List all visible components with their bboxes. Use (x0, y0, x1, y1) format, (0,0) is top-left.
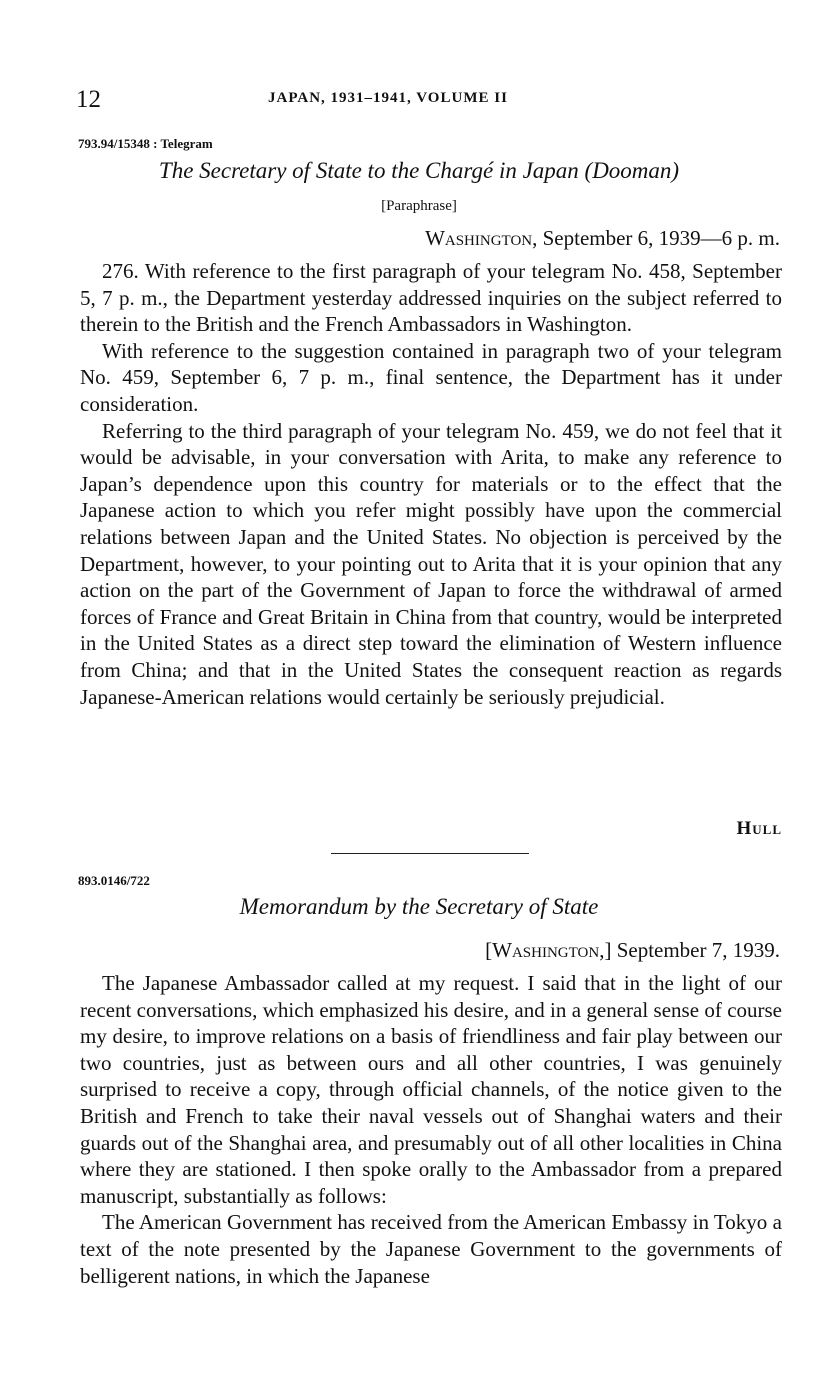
doc2-dateline (485, 938, 780, 963)
page-number: 12 (76, 86, 101, 113)
doc2-title: Memorandum by the Secretary of State (239, 894, 599, 919)
doc1-dateline-place: Washington (425, 226, 533, 250)
doc2-paragraph: The Japanese Ambassador called at my request. I said that in the light of our recent conversations, which emphasized his desire, and in a general sense of course my desire, to improve relations on a basis of friendliness and fair play between our two countries, just as between ours and all other countries, I was genuinely surprised to receive a copy, through official channels, of the notice given to the British and French to take their naval vessels out of Shanghai waters and their guards out of the Shanghai area, and presumably out of all other localities in China where they are stationed. I then spoke orally to the Ambassador from a prepared manuscript, substantially as follows: (80, 971, 782, 1208)
doc1-body (80, 258, 782, 710)
doc1-dateline-date: , September 6, 1939—6 p. m. (532, 226, 780, 250)
doc2-file-reference: 893.0146/722 (78, 873, 150, 888)
doc1-signature: Hull (736, 818, 782, 839)
doc2-dateline-date: ,] September 7, 1939. (599, 938, 780, 962)
doc2-body (80, 970, 782, 1289)
doc2-dateline-open: [ (485, 938, 493, 962)
doc1-file-reference: 793.94/15348 : Telegram (78, 136, 213, 151)
running-head (76, 86, 784, 116)
doc1-dateline (425, 226, 780, 251)
doc2-dateline-place: Washington (492, 938, 600, 962)
section-divider (331, 853, 529, 854)
doc2-paragraph: The American Government has received from the American Embassy in Tokyo a text of the note presented by the Japanese Government to the governments of belligerent nations, in which the Japanese (80, 1210, 782, 1288)
doc1-paragraph: With reference to the suggestion contained in paragraph two of your telegram No. 459, September 6, 7 p. m., final sentence, the Department has it under consideration. (80, 338, 782, 416)
doc1-paragraph: Referring to the third paragraph of your telegram No. 459, we do not feel that it would be advisable, in your conversation with Arita, to make any reference to Japan’s dependence upon this country for materials or to the effect that the Japanese action to which you refer might possibly have upon the commercial relations between Japan and the United States. No objection is perceived by the Department, however, to your pointing out to Arita that it is your opinion that any action on the part of the Government of Japan to force the withdrawal of armed forces of France and Great Britain in China from that country, would be interpreted in the United States as a direct step toward the elimination of Western influence from China; and that in the United States the consequent reaction as regards Japanese-American relations would certainly be seriously prejudicial. (80, 418, 782, 709)
doc1-paragraph: 276. With reference to the first paragraph of your telegram No. 458, September 5, 7 p. m., the Department yesterday addressed inquiries on the subject referred to therein to the British and the French Ambassadors in Washington. (80, 259, 782, 337)
doc1-paraphrase-note: [Paraphrase] (381, 198, 457, 214)
doc1-title: The Secretary of State to the Chargé in Japan (Dooman) (158, 158, 680, 183)
running-title: JAPAN, 1931–1941, VOLUME II (268, 90, 508, 106)
